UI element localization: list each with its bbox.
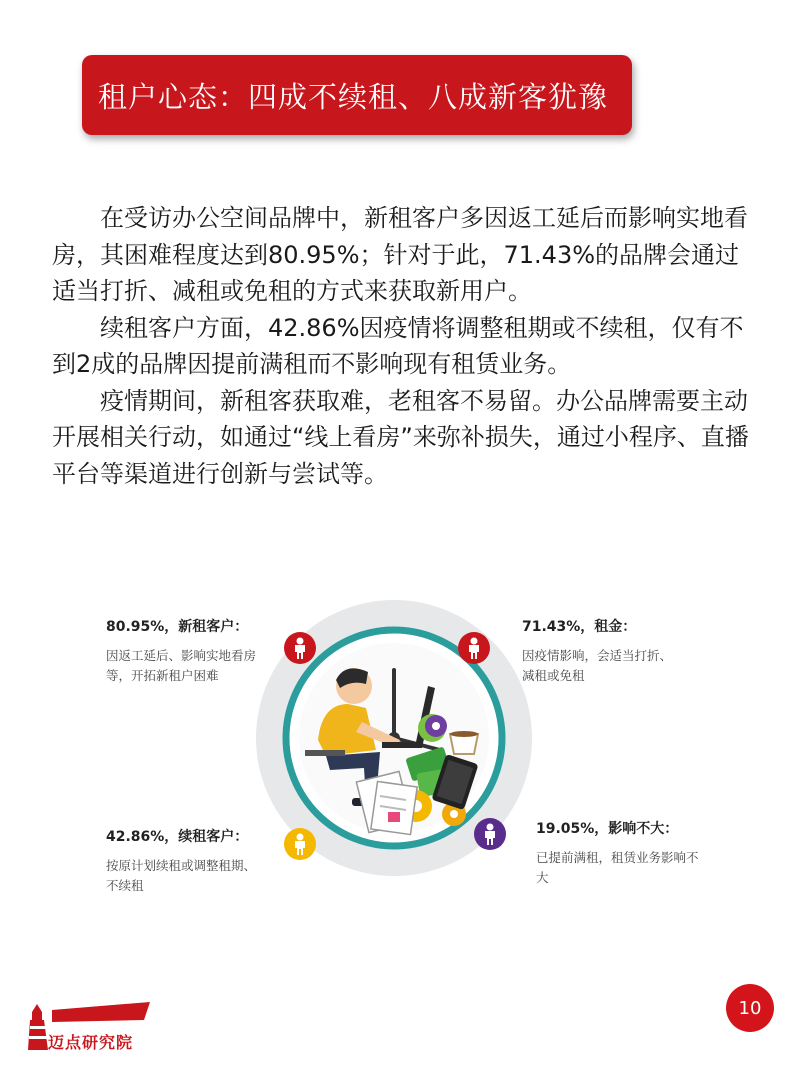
paragraph-2: 续租客户方面，42.86%因疫情将调整租期或不续租，仅有不到2成的品牌因提前满租而不影响现有租赁业务。 [52, 313, 744, 378]
paragraph-1: 在受访办公空间品牌中，新租客户多因返工延后而影响实地看房，其困难程度达到80.95%；针对于此，71.43%的品牌会通过适当打折、减租或免租的方式来获取新用户。 [52, 204, 748, 305]
page-number: 10 [726, 984, 774, 1032]
person-icon [466, 637, 482, 659]
callout-description: 因返工延后、影响实地看房等，开拓新租户困难 [106, 648, 257, 683]
body-text [52, 200, 752, 492]
callout-description: 已提前满租，租赁业务影响不大 [536, 850, 699, 885]
callout-minor-impact [536, 818, 726, 888]
callout-rent [522, 616, 712, 686]
callout-new-tenants [106, 616, 296, 686]
title-banner [82, 55, 632, 135]
callout-heading: 80.95%，新租客户： [106, 619, 249, 635]
logo-name: 迈点研究院 [48, 1033, 134, 1052]
callout-heading: 71.43%，租金： [522, 619, 637, 635]
paragraph-3: 疫情期间，新租客获取难，老租客不易留。办公品牌需要主动开展相关行动，如通过“线上看房”来弥补损失，通过小程序、直播平台等渠道进行创新与尝试等。 [52, 386, 749, 488]
person-icon [482, 823, 498, 845]
callout-renewal [106, 826, 296, 896]
callout-description: 因疫情影响，会适当打折、减租或免租 [522, 648, 673, 683]
infographic [90, 600, 710, 910]
person-icon-bottom-right [474, 818, 506, 850]
callout-heading: 19.05%，影响不大： [536, 821, 679, 837]
callout-heading: 42.86%，续租客户： [106, 829, 249, 845]
callout-description: 按原计划续租或调整租期、不续租 [106, 858, 257, 893]
page-title: 租户心态：四成不续租、八成新客犹豫 [98, 79, 609, 114]
person-icon-top-right [458, 632, 490, 664]
